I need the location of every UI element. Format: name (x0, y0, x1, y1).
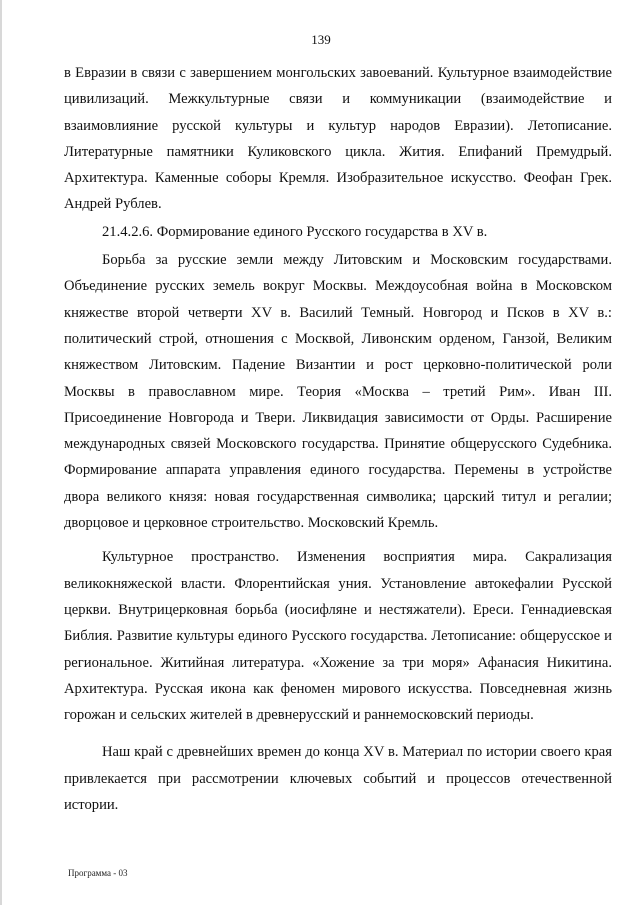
section-heading: 21.4.2.6. Формирование единого Русского государства в XV в. (102, 223, 488, 240)
page-body (64, 60, 612, 818)
politics-paragraph: Борьба за русские земли между Литовским и Московским государствами. Объединение русских земель вокруг Москвы. Междоусобная война в Московском княжестве второй четверти XV в. Василий Темный. Новгород и Псков в XV в.: политический строй, отношения с Москвой, Ливонским орденом, Ганзой, Великим княжеством Литовским. Падение Византии и рост церковно-политической роли Москвы в православном мире. Теория «Москва – третий Рим». Иван III. Присоединение Новгорода и Твери. Ликвидация зависимости от Орды. Расширение международных связей Московского государства. Принятие общерусского Судебника. Формирование аппарата управления единого государства. Перемены в устройстве двора великого князя: новая государственная символика; царский титул и регалии; дворцовое и церковное строительство. Московский Кремль. (64, 252, 612, 532)
footer-program-label: Программа - 03 (68, 868, 128, 878)
local-region-paragraph: Наш край с древнейших времен до конца XV в. Материал по истории своего края привлекается при рассмотрении ключевых событий и процессов отечественной истории. (64, 744, 612, 814)
culture-paragraph: Культурное пространство. Изменения восприятия мира. Сакрализация великокняжеской власти. Флорентийская уния. Установление автокефалии Русской церкви. Внутрицерковная борьба (иосифляне и нестяжатели). Ереси. Геннадиевская Библия. Развитие культуры единого Русского государства. Летописание: общерусское и региональное. Житийная литература. «Хожение за три моря» Афанасия Никитина. Архитектура. Русская икона как феномен мирового искусства. Повседневная жизнь горожан и сельских жителей в древнерусский и раннемосковский периоды. (64, 549, 612, 724)
page-number: 139 (311, 32, 331, 47)
intro-paragraph: в Евразии в связи с завершением монгольских завоеваний. Культурное взаимодействие цивилизаций. Межкультурные связи и коммуникации (взаимодействие и взаимовлияние русской культуры и культур народов Евразии). Летописание. Литературные памятники Куликовского цикла. Жития. Епифаний Премудрый. Архитектура. Каменные соборы Кремля. Изобразительное искусство. Феофан Грек. Андрей Рублев. (64, 65, 612, 213)
